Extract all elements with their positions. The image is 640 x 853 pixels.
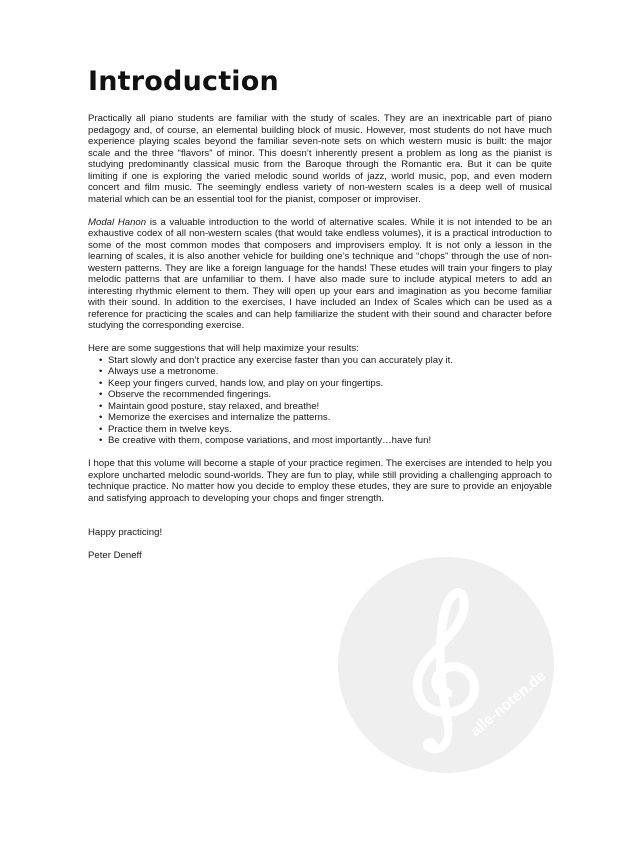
tips-intro: Here are some suggestions that will help maximize your results: — [88, 343, 359, 354]
article-body — [88, 113, 552, 573]
signature: Peter Deneff — [88, 550, 142, 561]
intro-paragraph: Practically all piano students are familiar with the study of scales. They are an inextricable part of piano pedagogy and, of course, an elemental building block of music. However, most students do not have much experience playing scales beyond the familiar seven-note sets on which western music is built: the major scale and the three “flavors” of minor. This doesn’t inherently present a problem as long as the pianist is studying predominantly classical music from the Baroque through the Romantic era. But it can be quite limiting if one is exploring the varied melodic sound worlds of jazz, world music, pop, and even modern concert and film music. The seemingly endless variety of non-western scales is a deep well of musical material which can be an essential tool for the pianist, composer or improviser. — [88, 113, 552, 205]
list-item: • Start slowly and don’t practice any exercise faster than you can accurately play it. — [88, 355, 552, 367]
list-item: • Observe the recommended fingerings. — [88, 389, 552, 401]
book-title: Modal Hanon — [88, 216, 147, 228]
watermark-text: alle-noten.de — [467, 667, 550, 740]
list-item: • Be creative with them, compose variations, and most importantly…have fun! — [88, 435, 552, 447]
tips-list — [88, 355, 552, 447]
list-item: • Practice them in twelve keys. — [88, 424, 552, 436]
list-item: • Keep your fingers curved, hands low, and play on your fingertips. — [88, 378, 552, 390]
closing-line: Happy practicing! — [88, 527, 163, 538]
list-item: • Always use a metronome. — [88, 366, 552, 378]
modal-hanon-paragraph — [88, 217, 552, 332]
modal-hanon-paragraph-text: is a valuable introduction to the world of alternative scales. While it is not intended to be an exhaustive codex of all non-western scales (that would take endless volumes), it is a practical introduction to some of the most common modes that composers and improvisers employ. It is not only a lesson in the learning of scales, it is also another vehicle for building one’s technique and “chops” through the use of non-western patterns. They are like a foreign language for the hands! These etudes will train your fingers to play melodic patterns that are unfamiliar to them. I have also made sure to include atypical meters to add an interesting rhythmic element to them. They will open up your ears and imagination as you become familiar with their sound. In addition to the exercises, I have included an Index of Scales which can be used as a reference for practicing the scales and can help familiarize the student with their sound and character before studying the corresponding exercise. — [88, 216, 552, 331]
regimen-paragraph: I hope that this volume will become a staple of your practice regimen. The exercises are intended to help you explore uncharted melodic sound-worlds. They are fun to play, while still providing a challenging approach to technique practice. No matter how you decide to employ these etudes, they are sure to provide an enjoyable and satisfying approach to developing your chops and finger strength. — [88, 458, 552, 504]
list-item: • Memorize the exercises and internalize the patterns. — [88, 412, 552, 424]
page-title: Introduction — [88, 66, 279, 97]
watermark — [336, 555, 556, 775]
list-item: • Maintain good posture, stay relaxed, and breathe! — [88, 401, 552, 413]
